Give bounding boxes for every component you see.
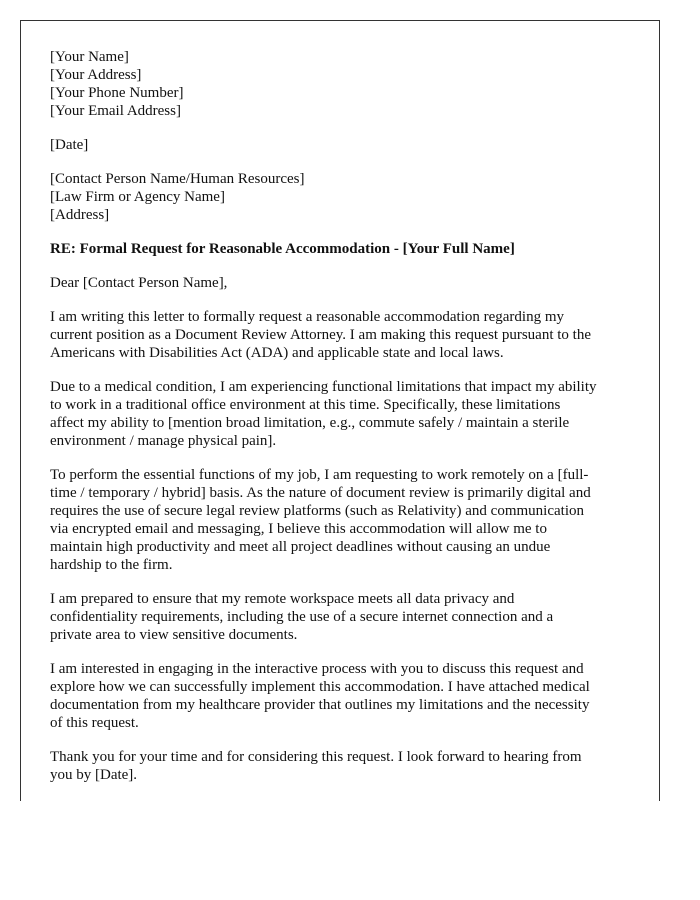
paragraph-line: Due to a medical condition, I am experiencing functional limitations that impact my ability: [50, 379, 597, 395]
paragraph-line: private area to view sensitive documents.: [50, 627, 298, 643]
salutation: Dear [Contact Person Name],: [50, 275, 228, 291]
paragraph-line: maintain high productivity and meet all project deadlines without causing an undue: [50, 539, 551, 555]
sender-name: [Your Name]: [50, 49, 129, 65]
paragraph-line: current position as a Document Review Attorney. I am making this request pursuant to the: [50, 327, 591, 343]
paragraph-line: To perform the essential functions of my job, I am requesting to work remotely on a [full-: [50, 467, 589, 483]
body-paragraphs: [50, 308, 650, 784]
paragraph-line: to work in a traditional office environment at this time. Specifically, these limitations: [50, 397, 561, 413]
paragraph-line: I am prepared to ensure that my remote workspace meets all data privacy and: [50, 591, 515, 607]
paragraph-line: via encrypted email and messaging, I believe this accommodation will allow me to: [50, 521, 547, 537]
paragraph-line: I am interested in engaging in the interactive process with you to discuss this request and: [50, 661, 584, 677]
body-paragraph: [50, 308, 650, 362]
recipient-firm: [Law Firm or Agency Name]: [50, 189, 225, 205]
paragraph-line: time / temporary / hybrid] basis. As the nature of document review is primarily digital and: [50, 485, 591, 501]
paragraph-line: confidentiality requirements, including the use of a secure internet connection and a: [50, 609, 554, 625]
date-block: [50, 136, 650, 154]
paragraph-line: of this request.: [50, 715, 139, 731]
letter-date: [Date]: [50, 137, 89, 153]
recipient-contact: [Contact Person Name/Human Resources]: [50, 171, 305, 187]
letter-body: [50, 48, 650, 800]
paragraph-line: documentation from my healthcare provider that outlines my limitations and the necessity: [50, 697, 590, 713]
paragraph-line: Americans with Disabilities Act (ADA) and applicable state and local laws.: [50, 345, 504, 361]
sender-block: [50, 48, 650, 120]
paragraph-line: explore how we can successfully implement this accommodation. I have attached medical: [50, 679, 590, 695]
body-paragraph: [50, 748, 650, 784]
body-paragraph: [50, 590, 650, 644]
letter-page: [20, 20, 660, 801]
sender-email: [Your Email Address]: [50, 103, 181, 119]
body-paragraph: [50, 660, 650, 732]
body-paragraph: [50, 466, 650, 574]
paragraph-line: I am writing this letter to formally request a reasonable accommodation regarding my: [50, 309, 564, 325]
sender-phone: [Your Phone Number]: [50, 85, 184, 101]
paragraph-line: Thank you for your time and for considering this request. I look forward to hearing from: [50, 749, 582, 765]
paragraph-line: you by [Date].: [50, 767, 138, 783]
body-paragraph: [50, 378, 650, 450]
recipient-block: [50, 170, 650, 224]
paragraph-line: environment / manage physical pain].: [50, 433, 277, 449]
paragraph-line: requires the use of secure legal review platforms (such as Relativity) and communication: [50, 503, 584, 519]
subject-line: RE: Formal Request for Reasonable Accommodation - [Your Full Name]: [50, 241, 515, 257]
recipient-address: [Address]: [50, 207, 110, 223]
sender-address: [Your Address]: [50, 67, 142, 83]
paragraph-line: hardship to the firm.: [50, 557, 173, 573]
paragraph-line: affect my ability to [mention broad limitation, e.g., commute safely / maintain a sterile: [50, 415, 570, 431]
